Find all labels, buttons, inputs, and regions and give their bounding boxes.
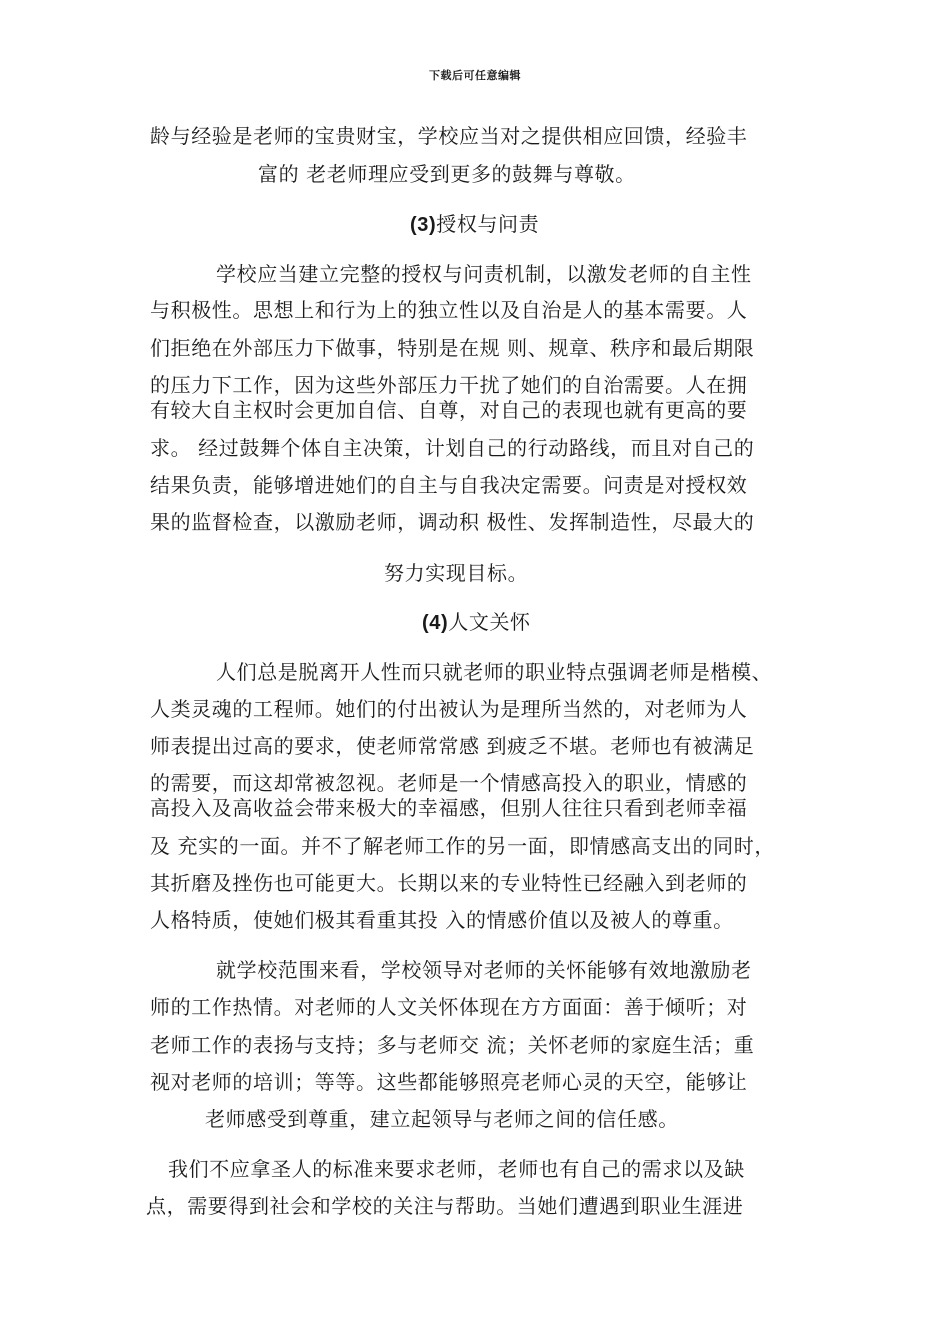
body-line: 点，需要得到社会和学校的关注与帮助。当她们遭遇到职业生涯进 xyxy=(146,1194,744,1218)
body-line: 与积极性。思想上和行为上的独立性以及自治是人的基本需要。人 xyxy=(150,298,748,322)
body-line: 老师感受到尊重，建立起领导与老师之间的信任感。 xyxy=(205,1107,679,1131)
body-line: 的需要，而这却常被忽视。老师是一个情感高投入的职业，情感的 xyxy=(150,771,748,795)
section-title: 授权与问责 xyxy=(436,212,540,236)
body-line: 视对老师的培训；等等。这些都能够照亮老师心灵的天空，能够让 xyxy=(150,1070,748,1094)
body-line: 富的 老老师理应受到更多的鼓舞与尊敬。 xyxy=(258,162,636,186)
body-line: 老师工作的表扬与支持；多与老师交 流；关怀老师的家庭生活；重 xyxy=(150,1033,755,1057)
body-line: 结果负责，能够增进她们的自主与自我决定需要。问责是对授权效 xyxy=(150,473,748,497)
body-line: 师的工作热情。对老师的人文关怀体现在方方面面：善于倾听；对 xyxy=(150,995,748,1019)
section-heading-4 xyxy=(422,610,531,635)
body-line: 师表提出过高的要求，使老师常常感 到疲乏不堪。老师也有被满足 xyxy=(150,734,755,758)
body-line: 们拒绝在外部压力下做事，特别是在规 则、规章、秩序和最后期限 xyxy=(150,336,755,360)
section-heading-3 xyxy=(410,212,539,237)
page-header: 下载后可任意编辑 xyxy=(429,69,521,82)
section-title: 人文关怀 xyxy=(448,610,531,634)
body-line: 学校应当建立完整的授权与问责机制，以激发老师的自主性 xyxy=(216,262,752,286)
body-line: 有较大自主权时会更加自信、自尊，对自己的表现也就有更高的要 xyxy=(150,398,748,422)
body-line: 我们不应拿圣人的标准来要求老师，老师也有自己的需求以及缺 xyxy=(168,1157,745,1181)
body-line: 人格特质，使她们极其看重其投 入的情感价值以及被人的尊重。 xyxy=(150,908,734,932)
section-number: (4) xyxy=(422,612,449,634)
body-line: 及 充实的一面。并不了解老师工作的另一面，即情感高支出的同时， xyxy=(150,834,775,858)
body-line: 其折磨及挫伤也可能更大。长期以来的专业特性已经融入到老师的 xyxy=(150,871,748,895)
body-line: 就学校范围来看，学校领导对老师的关怀能够有效地激励老 xyxy=(216,958,752,982)
body-line: 的压力下工作，因为这些外部压力干扰了她们的自治需要。人在拥 xyxy=(150,373,748,397)
body-line: 人们总是脱离开人性而只就老师的职业特点强调老师是楷模、 xyxy=(216,660,773,684)
body-line: 努力实现目标。 xyxy=(384,561,529,585)
body-line: 果的监督检查，以激励老师，调动积 极性、发挥制造性，尽最大的 xyxy=(150,510,755,534)
body-line: 求。 经过鼓舞个体自主决策，计划自己的行动路线，而且对自己的 xyxy=(150,436,755,460)
body-line: 高投入及高收益会带来极大的幸福感，但别人往往只看到老师幸福 xyxy=(150,796,748,820)
body-line: 龄与经验是老师的宝贵财宝，学校应当对之提供相应回馈，经验丰 xyxy=(150,124,748,148)
section-number: (3) xyxy=(410,214,437,236)
body-line: 人类灵魂的工程师。她们的付出被认为是理所当然的，对老师为人 xyxy=(150,697,748,721)
